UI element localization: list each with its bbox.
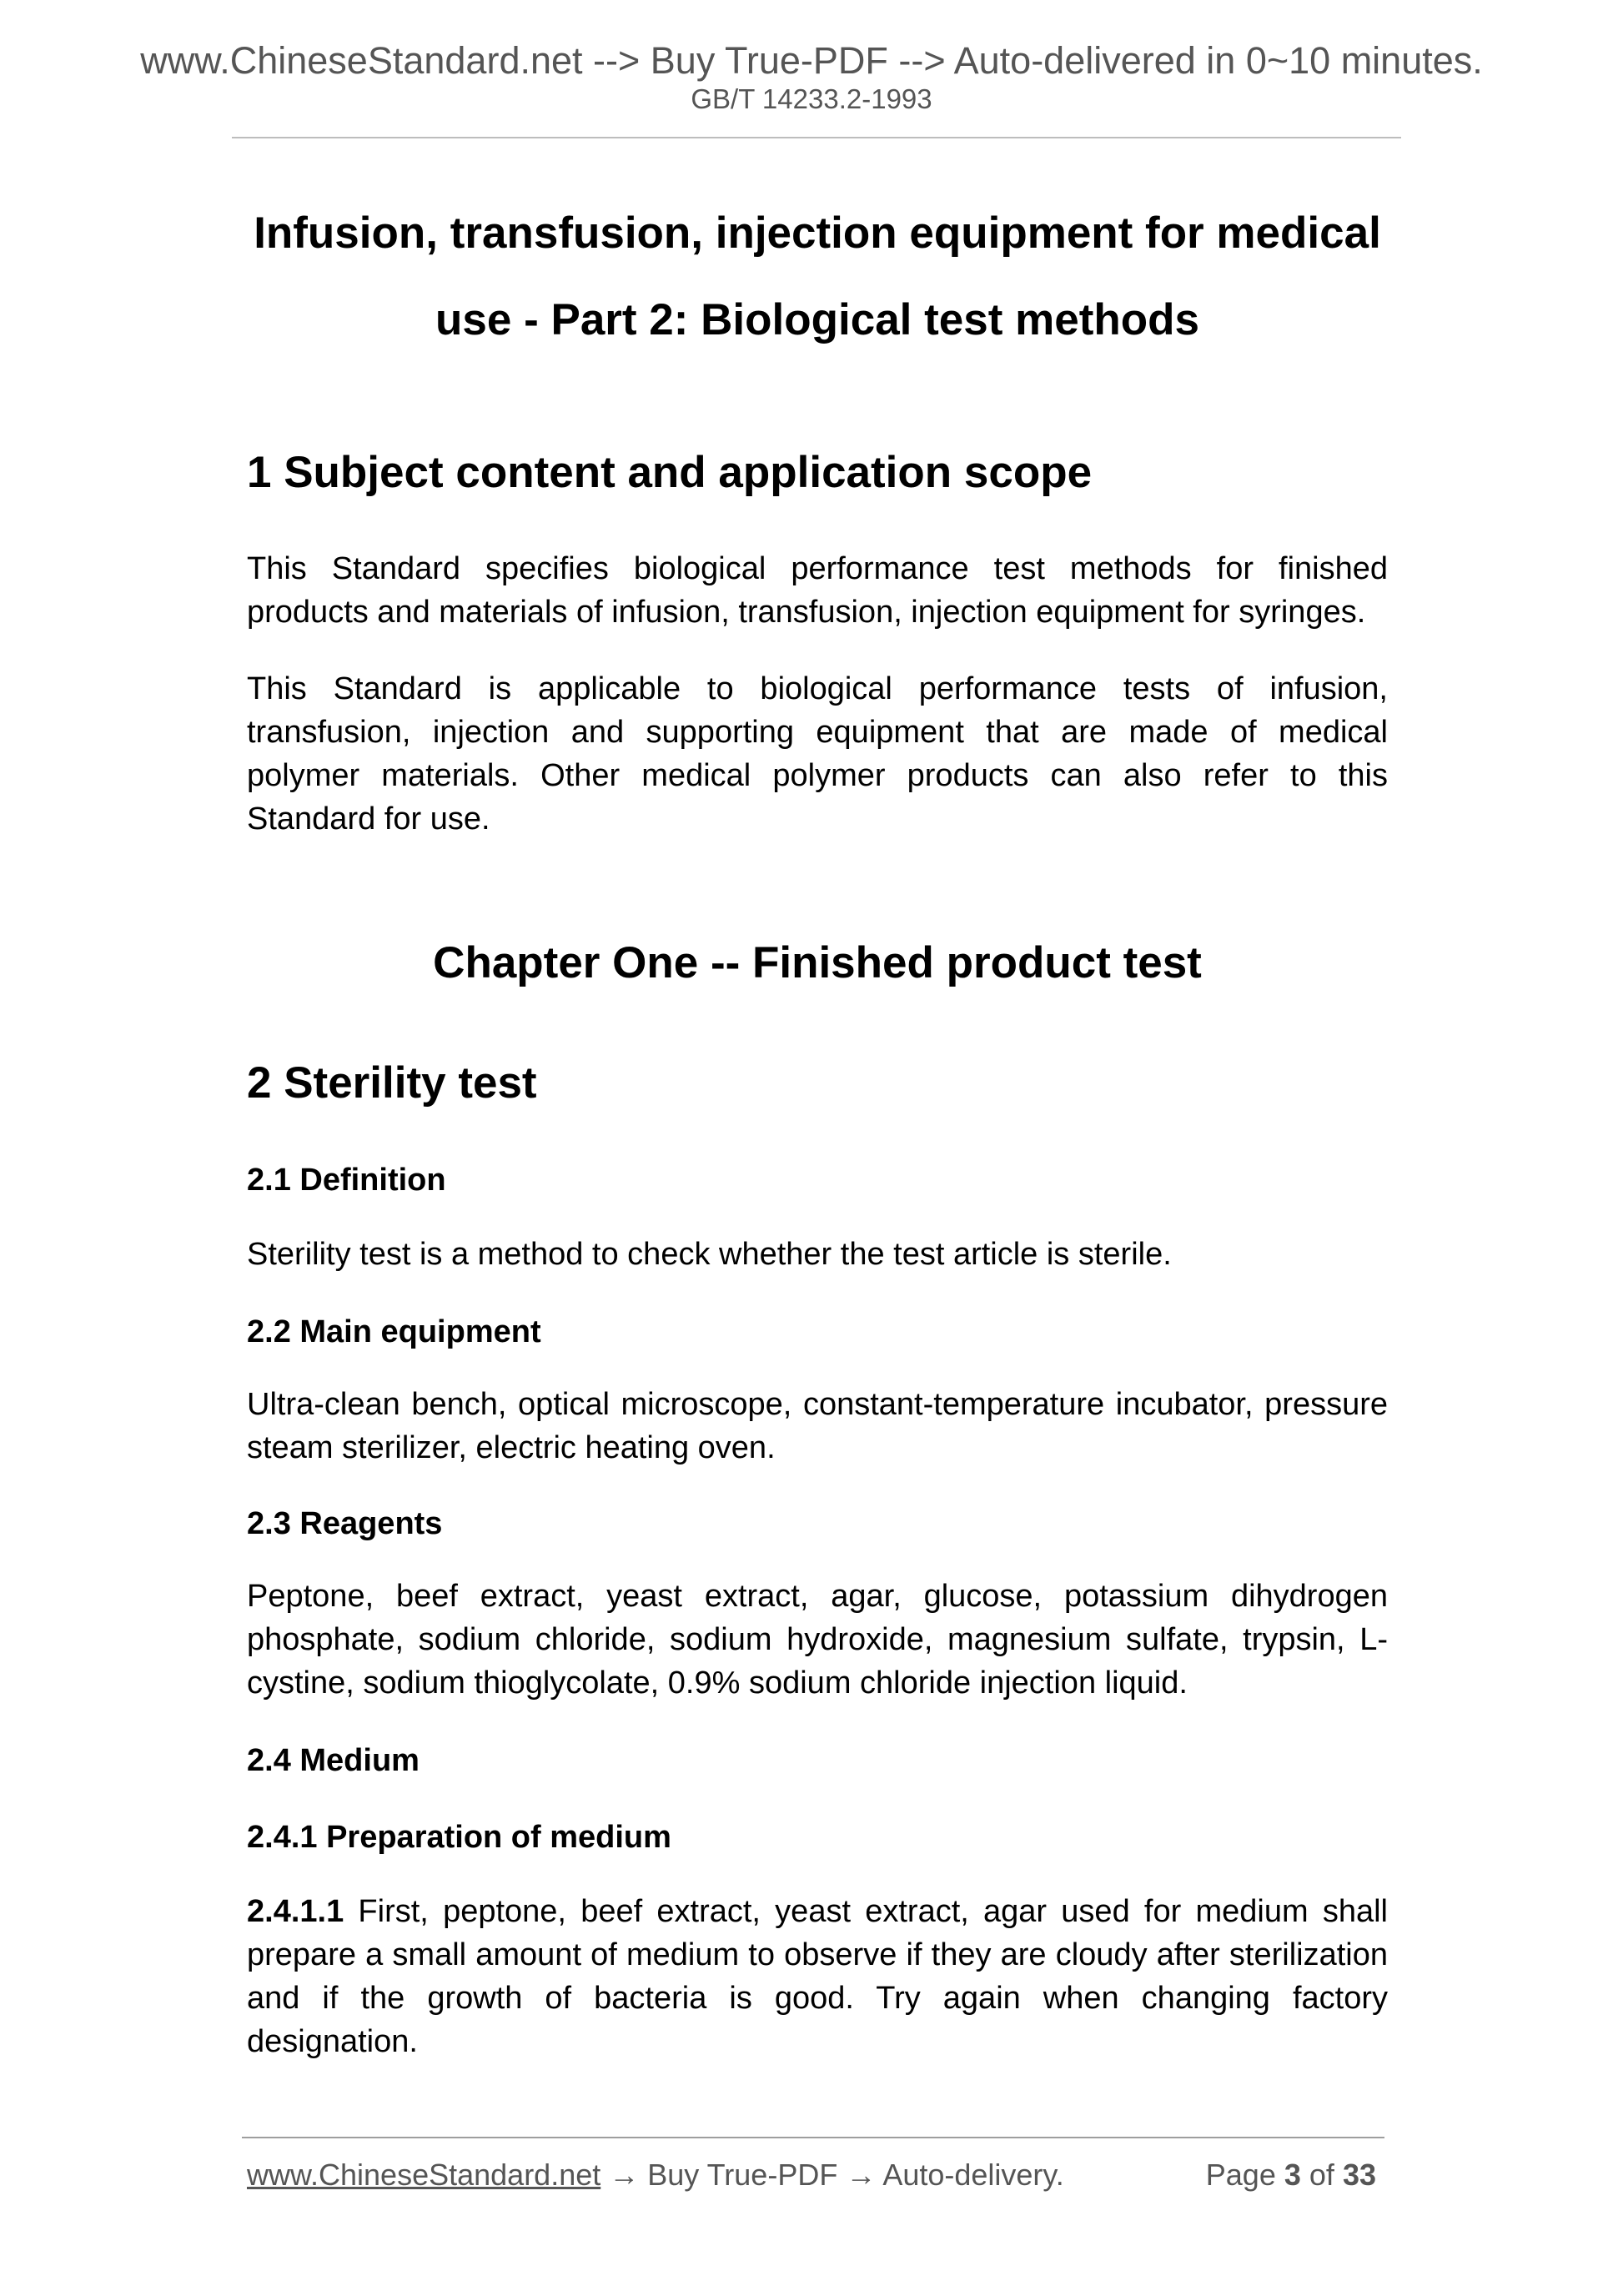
- clause-number: 2.4.1.1: [247, 1894, 344, 1929]
- standard-code: GB/T 14233.2-1993: [691, 83, 932, 114]
- section-1-paragraph-1: This Standard specifies biological performance test methods for finished products and materials of infusion, transfusion, injection equipment for syringes.: [247, 551, 1388, 630]
- document-title: Infusion, transfusion, injection equipment for medical use - Part 2: Biological test methods: [254, 208, 1381, 344]
- section-2-3-heading: 2.3 Reagents: [247, 1506, 443, 1541]
- top-banner: www.ChineseStandard.net --> Buy True-PDF --> Auto-delivered in 0~10 minutes.: [140, 39, 1483, 82]
- footer-tail: → Buy True-PDF → Auto-delivery.: [600, 2158, 1064, 2192]
- section-2-2-text: Ultra-clean bench, optical microscope, constant-temperature incubator, pressure steam sterilizer, electric heating oven.: [247, 1387, 1388, 1465]
- of-label: of: [1309, 2158, 1334, 2192]
- section-2-4-1-heading: 2.4.1 Preparation of medium: [247, 1820, 671, 1855]
- section-1-paragraph-2: This Standard is applicable to biological performance tests of infusion, transfusion, injection and supporting equipment that are made of medical polymer materials. Other medical polymer products can also refer to this Standard for use.: [247, 671, 1388, 837]
- section-2-3-text: Peptone, beef extract, yeast extract, agar, glucose, potassium dihydrogen phosphate, sodium chloride, sodium hydroxide, magnesium sulfate, trypsin, L-cystine, sodium thioglycolate, 0.9% sodium chloride injection liquid.: [247, 1579, 1388, 1701]
- page-number: 3: [1284, 2158, 1301, 2192]
- page-label: Page: [1205, 2158, 1276, 2192]
- section-2-1-text: Sterility test is a method to check whether the test article is sterile.: [247, 1237, 1172, 1272]
- section-2-heading: 2 Sterility test: [247, 1058, 537, 1108]
- header-divider: [232, 137, 1401, 138]
- section-2-2-heading: 2.2 Main equipment: [247, 1314, 541, 1349]
- section-2-4-1-1-text: [247, 1890, 1388, 2063]
- page-total: 33: [1342, 2158, 1376, 2192]
- section-2-4-heading: 2.4 Medium: [247, 1743, 420, 1778]
- chapter-heading: Chapter One -- Finished product test: [433, 938, 1202, 987]
- footer-left: [247, 2160, 1064, 2190]
- footer-link[interactable]: www.ChineseStandard.net: [247, 2158, 601, 2192]
- page-indicator: [1206, 2160, 1376, 2190]
- section-1-heading: 1 Subject content and application scope: [247, 448, 1093, 497]
- footer-divider: [242, 2137, 1384, 2138]
- clause-text: First, peptone, beef extract, yeast extract, agar used for medium shall prepare a small amount of medium to observe if they are cloudy after sterilization and if the growth of bacteria is good. Try again when changing factory designation.: [247, 1894, 1388, 2059]
- section-2-1-heading: 2.1 Definition: [247, 1163, 446, 1198]
